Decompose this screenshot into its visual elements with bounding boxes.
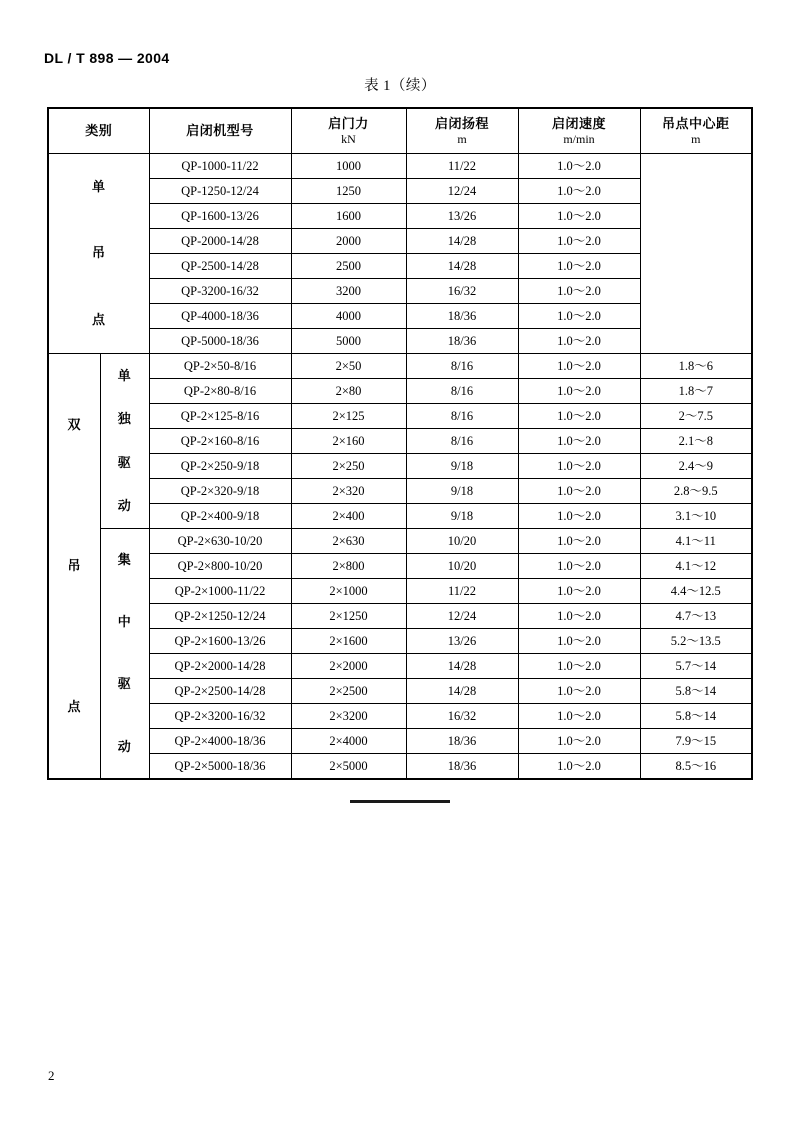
cell-distance: 5.7～14 <box>640 654 752 679</box>
cell-force: 2×1600 <box>291 629 406 654</box>
cell-force: 1250 <box>291 179 406 204</box>
cell-lift: 9/18 <box>406 504 518 529</box>
cell-distance: 8.5～16 <box>640 754 752 780</box>
spec-table-container <box>47 107 751 780</box>
gate-hoist-spec-table <box>47 107 753 780</box>
table-row <box>48 354 752 379</box>
cell-force: 5000 <box>291 329 406 354</box>
cell-speed: 1.0～2.0 <box>518 654 640 679</box>
cell-speed: 1.0～2.0 <box>518 354 640 379</box>
table-row <box>48 604 752 629</box>
table-row <box>48 554 752 579</box>
page-number: 2 <box>48 1068 55 1083</box>
cell-model: QP-2500-14/28 <box>149 254 291 279</box>
cell-speed: 1.0～2.0 <box>518 704 640 729</box>
cell-lift: 18/36 <box>406 754 518 780</box>
cell-force: 2×5000 <box>291 754 406 780</box>
cell-force: 2×1250 <box>291 604 406 629</box>
subcategory-cell-central-drive: 集 中 驱 动 <box>100 529 149 780</box>
table-body <box>48 154 752 780</box>
cell-model: QP-2×1250-12/24 <box>149 604 291 629</box>
category-cell-single-point: 单 吊 点 <box>48 154 149 354</box>
cell-lift: 14/28 <box>406 254 518 279</box>
cell-distance: 1.8～6 <box>640 354 752 379</box>
cell-model: QP-1250-12/24 <box>149 179 291 204</box>
header-distance-unit: m <box>691 131 701 146</box>
cell-force: 3200 <box>291 279 406 304</box>
header-distance-label: 吊点中心距 <box>662 116 730 132</box>
cell-model: QP-4000-18/36 <box>149 304 291 329</box>
cell-speed: 1.0～2.0 <box>518 529 640 554</box>
cell-model: QP-2×1600-13/26 <box>149 629 291 654</box>
header-category-label: 类别 <box>85 123 113 139</box>
header-model-label: 启闭机型号 <box>186 123 254 139</box>
cell-force: 2500 <box>291 254 406 279</box>
cell-model: QP-2000-14/28 <box>149 229 291 254</box>
cell-lift: 12/24 <box>406 179 518 204</box>
cell-speed: 1.0～2.0 <box>518 229 640 254</box>
cell-speed: 1.0～2.0 <box>518 504 640 529</box>
cell-speed: 1.0～2.0 <box>518 254 640 279</box>
cell-distance: 5.2～13.5 <box>640 629 752 654</box>
header-model <box>149 108 291 154</box>
header-category <box>48 108 149 154</box>
cell-model: QP-2×3200-16/32 <box>149 704 291 729</box>
cell-model: QP-2×80-8/16 <box>149 379 291 404</box>
cell-speed: 1.0～2.0 <box>518 729 640 754</box>
cell-speed: 1.0～2.0 <box>518 179 640 204</box>
header-force-label: 启门力 <box>328 116 369 132</box>
cell-force: 2×400 <box>291 504 406 529</box>
cell-distance: 7.9～15 <box>640 729 752 754</box>
table-header <box>48 108 752 154</box>
cell-force: 2×2500 <box>291 679 406 704</box>
cell-model: QP-5000-18/36 <box>149 329 291 354</box>
table-row <box>48 529 752 554</box>
cell-force: 4000 <box>291 304 406 329</box>
table-caption: 表 1（续） <box>364 78 436 94</box>
cell-force: 2×630 <box>291 529 406 554</box>
standard-code-header: DL / T 898 — 2004 <box>44 50 170 66</box>
cell-lift: 16/32 <box>406 279 518 304</box>
header-speed <box>518 108 640 154</box>
header-lift-unit: m <box>457 131 467 146</box>
cell-lift: 18/36 <box>406 729 518 754</box>
cell-distance: 5.8～14 <box>640 704 752 729</box>
cell-lift: 11/22 <box>406 579 518 604</box>
cell-speed: 1.0～2.0 <box>518 204 640 229</box>
cell-model: QP-2×320-9/18 <box>149 479 291 504</box>
cell-speed: 1.0～2.0 <box>518 629 640 654</box>
cell-force: 2×320 <box>291 479 406 504</box>
cell-speed: 1.0～2.0 <box>518 329 640 354</box>
cell-distance: 2.1～8 <box>640 429 752 454</box>
cell-model: QP-1000-11/22 <box>149 154 291 179</box>
cell-force: 2×4000 <box>291 729 406 754</box>
cell-force: 2×50 <box>291 354 406 379</box>
header-force <box>291 108 406 154</box>
cell-model: QP-2×400-9/18 <box>149 504 291 529</box>
table-row <box>48 379 752 404</box>
cell-distance: 4.7～13 <box>640 604 752 629</box>
cell-model: QP-2×4000-18/36 <box>149 729 291 754</box>
cell-distance: 2～7.5 <box>640 404 752 429</box>
cell-model: QP-2×125-8/16 <box>149 404 291 429</box>
cell-speed: 1.0～2.0 <box>518 304 640 329</box>
cell-model: QP-2×250-9/18 <box>149 454 291 479</box>
cell-speed: 1.0～2.0 <box>518 679 640 704</box>
cell-speed: 1.0～2.0 <box>518 479 640 504</box>
footer-divider-rule <box>350 800 450 803</box>
cell-force: 2×125 <box>291 404 406 429</box>
cell-speed: 1.0～2.0 <box>518 604 640 629</box>
cell-force: 2×80 <box>291 379 406 404</box>
table-row <box>48 154 752 179</box>
cell-force: 1000 <box>291 154 406 179</box>
cell-force: 2000 <box>291 229 406 254</box>
cell-speed: 1.0～2.0 <box>518 379 640 404</box>
cell-model: QP-2×2000-14/28 <box>149 654 291 679</box>
table-row <box>48 454 752 479</box>
cell-model: QP-3200-16/32 <box>149 279 291 304</box>
header-speed-unit: m/min <box>563 131 595 146</box>
header-distance <box>640 108 752 154</box>
cell-distance: 1.8～7 <box>640 379 752 404</box>
cell-lift: 11/22 <box>406 154 518 179</box>
cell-model: QP-2×800-10/20 <box>149 554 291 579</box>
cell-lift: 18/36 <box>406 304 518 329</box>
cell-speed: 1.0～2.0 <box>518 754 640 780</box>
cell-speed: 1.0～2.0 <box>518 579 640 604</box>
table-row <box>48 429 752 454</box>
cell-lift: 8/16 <box>406 429 518 454</box>
header-speed-label: 启闭速度 <box>552 116 607 132</box>
header-force-unit: kN <box>341 131 356 146</box>
cell-distance: 2.4～9 <box>640 454 752 479</box>
cell-lift: 12/24 <box>406 604 518 629</box>
table-row <box>48 629 752 654</box>
table-row <box>48 729 752 754</box>
cell-distance: 2.8～9.5 <box>640 479 752 504</box>
cell-lift: 14/28 <box>406 229 518 254</box>
cell-lift: 8/16 <box>406 404 518 429</box>
cell-distance-merged-empty <box>640 154 752 354</box>
table-row <box>48 754 752 780</box>
subcategory-cell-independent-drive: 单 独 驱 动 <box>100 354 149 529</box>
table-row <box>48 704 752 729</box>
table-row <box>48 579 752 604</box>
table-row <box>48 504 752 529</box>
cell-force: 2×160 <box>291 429 406 454</box>
table-row <box>48 404 752 429</box>
cell-model: QP-2×2500-14/28 <box>149 679 291 704</box>
cell-lift: 18/36 <box>406 329 518 354</box>
cell-speed: 1.0～2.0 <box>518 154 640 179</box>
cell-lift: 13/26 <box>406 629 518 654</box>
cell-model: QP-2×50-8/16 <box>149 354 291 379</box>
cell-distance: 4.1～11 <box>640 529 752 554</box>
header-lift <box>406 108 518 154</box>
cell-lift: 9/18 <box>406 479 518 504</box>
cell-distance: 4.4～12.5 <box>640 579 752 604</box>
cell-model: QP-2×160-8/16 <box>149 429 291 454</box>
header-lift-label: 启闭扬程 <box>435 116 490 132</box>
cell-model: QP-2×1000-11/22 <box>149 579 291 604</box>
cell-lift: 8/16 <box>406 379 518 404</box>
category-cell-double-point: 双 吊 点 <box>48 354 100 780</box>
table-row <box>48 654 752 679</box>
cell-model: QP-2×630-10/20 <box>149 529 291 554</box>
cell-force: 2×1000 <box>291 579 406 604</box>
cell-model: QP-2×5000-18/36 <box>149 754 291 780</box>
cell-lift: 8/16 <box>406 354 518 379</box>
cell-distance: 5.8～14 <box>640 679 752 704</box>
cell-force: 2×2000 <box>291 654 406 679</box>
cell-speed: 1.0～2.0 <box>518 279 640 304</box>
cell-force: 2×3200 <box>291 704 406 729</box>
table-row <box>48 479 752 504</box>
cell-speed: 1.0～2.0 <box>518 404 640 429</box>
table-row <box>48 679 752 704</box>
cell-lift: 14/28 <box>406 654 518 679</box>
cell-lift: 16/32 <box>406 704 518 729</box>
cell-distance: 4.1～12 <box>640 554 752 579</box>
cell-distance: 3.1～10 <box>640 504 752 529</box>
cell-model: QP-1600-13/26 <box>149 204 291 229</box>
cell-lift: 9/18 <box>406 454 518 479</box>
cell-speed: 1.0～2.0 <box>518 454 640 479</box>
cell-force: 2×250 <box>291 454 406 479</box>
cell-lift: 10/20 <box>406 554 518 579</box>
cell-lift: 10/20 <box>406 529 518 554</box>
cell-force: 2×800 <box>291 554 406 579</box>
cell-force: 1600 <box>291 204 406 229</box>
cell-speed: 1.0～2.0 <box>518 429 640 454</box>
cell-speed: 1.0～2.0 <box>518 554 640 579</box>
header-row <box>48 108 752 154</box>
cell-lift: 14/28 <box>406 679 518 704</box>
cell-lift: 13/26 <box>406 204 518 229</box>
